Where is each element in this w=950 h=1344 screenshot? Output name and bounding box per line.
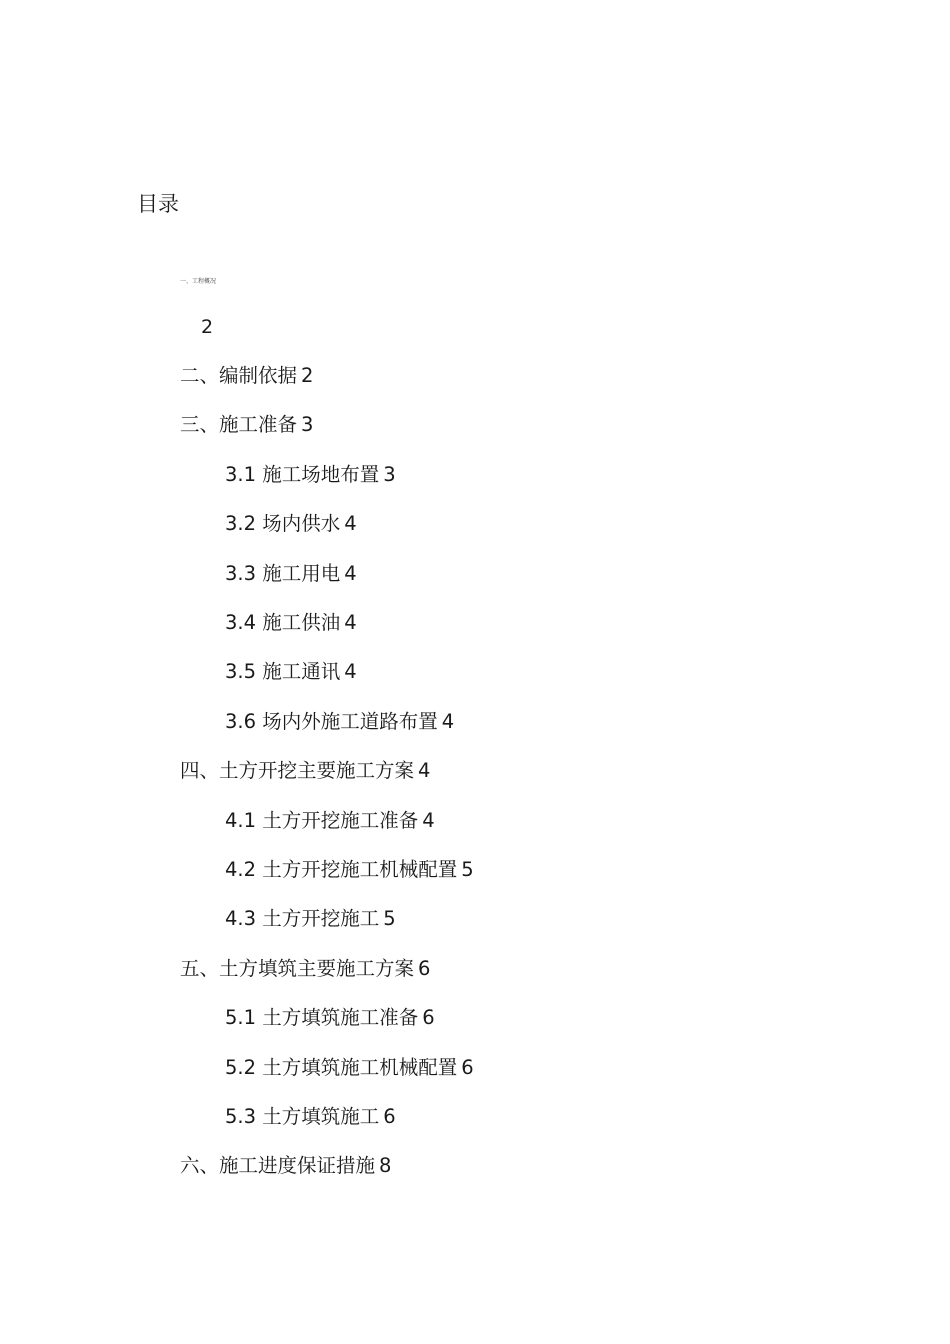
toc-entry-page: 8: [379, 1154, 392, 1178]
toc-entry-label: 四、土方开挖主要施工方案: [180, 759, 415, 783]
toc-entry[interactable]: [225, 906, 396, 932]
toc-entry-label: 5.3 土方填筑施工: [225, 1105, 380, 1128]
toc-entry-page: 4: [344, 512, 357, 536]
toc-entry-page: 4: [441, 709, 455, 733]
toc-entry[interactable]: [225, 610, 357, 636]
toc-entry[interactable]: [180, 758, 430, 784]
toc-entry-label: 4.2 土方开挖施工机械配置: [225, 858, 458, 881]
toc-entry[interactable]: [180, 1153, 391, 1179]
toc-entry[interactable]: [225, 709, 454, 735]
toc-entry[interactable]: [180, 363, 313, 389]
toc-entry-page: 6: [418, 956, 431, 980]
toc-title: 目录: [137, 192, 179, 216]
toc-entry-label: 3.5 施工通讯: [225, 660, 341, 684]
toc-entry[interactable]: [225, 511, 357, 537]
toc-entry-label: 4.3 土方开挖施工: [225, 907, 380, 931]
toc-entry-page: 4: [344, 611, 357, 634]
toc-entry-page: 4: [422, 808, 435, 832]
toc-entry[interactable]: [225, 857, 474, 883]
toc-entry[interactable]: [225, 462, 396, 488]
toc-entry-page: 3: [301, 413, 314, 437]
toc-entry-page: 5: [461, 858, 474, 881]
toc-entry[interactable]: [225, 1104, 396, 1130]
toc-entry-page: 4: [344, 561, 357, 585]
toc-entry-label: 六、施工进度保证措施: [180, 1154, 376, 1178]
toc-entry-page: 6: [422, 1006, 435, 1030]
toc-entry-label: 5.2 土方填筑施工机械配置: [225, 1055, 458, 1079]
toc-entry-page: 5: [383, 907, 396, 931]
toc-entry-page: 4: [344, 660, 357, 684]
toc-entry-label: 五、土方填筑主要施工方案: [180, 956, 415, 980]
toc-entry-label: 二、编制依据: [180, 364, 298, 387]
toc-entry-page: 2: [301, 364, 314, 387]
toc-entry-label: 4.1 土方开挖施工准备: [225, 808, 419, 832]
toc-entry-page: 4: [418, 759, 431, 783]
toc-entry[interactable]: [225, 808, 435, 834]
toc-entry-label: 3.6 场内外施工道路布置: [225, 709, 438, 733]
toc-entry-label: 3.3 施工用电: [225, 561, 341, 585]
toc-entry-first-label: 一、工程概况: [180, 278, 217, 285]
toc-entry-label: 3.1 施工场地布置: [225, 462, 380, 486]
toc-entry-label: 3.4 施工供油: [225, 611, 341, 634]
toc-entry-label: 三、施工准备: [180, 413, 298, 437]
toc-entry-page: 6: [461, 1055, 474, 1079]
toc-entry[interactable]: [225, 1005, 435, 1031]
toc-entry[interactable]: [180, 956, 430, 982]
toc-entry[interactable]: [225, 659, 357, 685]
toc-entry[interactable]: [225, 1055, 474, 1081]
toc-entry[interactable]: [180, 412, 313, 438]
toc-entry-label: 3.2 场内供水: [225, 512, 341, 536]
toc-entry-page: 3: [383, 462, 396, 486]
toc-entry-page: 6: [383, 1105, 396, 1128]
toc-entry-label: 5.1 土方填筑施工准备: [225, 1006, 419, 1030]
toc-entry[interactable]: [225, 561, 357, 587]
toc-entry-first-page: 2: [201, 316, 214, 338]
